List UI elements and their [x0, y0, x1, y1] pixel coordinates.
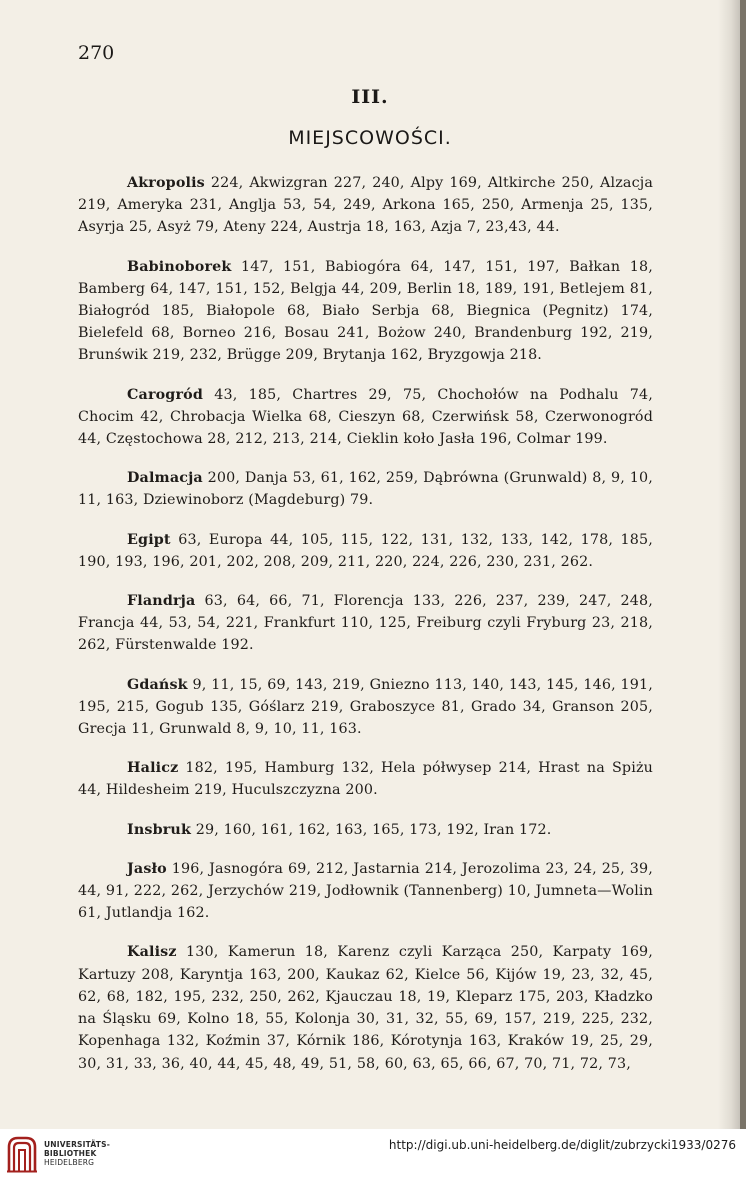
- library-name-line3: HEIDELBERG: [44, 1158, 95, 1167]
- index-entries: [78, 172, 653, 1092]
- section-title: MIEJSCOWOŚCI.: [288, 127, 452, 149]
- index-entry-e: [78, 529, 653, 573]
- index-entry-h: [78, 757, 653, 801]
- entry-text: 43, 185, Chartres 29, 75, Chochołów na Podhalu 74, Chocim 42, Chrobacja Wielka 68, Cieszyn 68, Czerwińsk 58, Czerwonogród 44, Częstochowa 28, 212, 213, 214, Cieklin koło Jasła 196, Colmar 199.: [78, 386, 653, 448]
- entry-text: 130, Kamerun 18, Karenz czyli Karząca 250, Karpaty 169, Kartuzy 208, Karyntja 163, 200, Kaukaz 62, Kielce 56, Kijów 19, 23, 32, 45, 62, 68, 182, 195, 232, 250, 262, Kjauczau 18, 19, Kleparz 175, 203, Kładzko na Śląsku 69, Kolno 18, 55, Kolonja 30, 31, 32, 55, 69, 157, 219, 225, 232, Kopenhaga 132, Koźmin 37, Kórnik 186, Kórotynja 163, Kraków 19, 25, 29, 30, 31, 33, 36, 40, 44, 45, 48, 49, 51, 58, 60, 63, 65, 66, 67, 70, 71, 72, 73,: [78, 944, 653, 1072]
- entry-text: 29, 160, 161, 162, 163, 165, 173, 192, Iran 172.: [191, 821, 552, 838]
- index-entry-j: [78, 858, 653, 925]
- page-binding-edge: [740, 0, 746, 1129]
- index-entry-g: [78, 674, 653, 741]
- entry-head: Babinoborek: [127, 258, 232, 275]
- entry-text: 224, Akwizgran 227, 240, Alpy 169, Altkirche 250, Alzacja 219, Ameryka 231, Anglja 53, 54, 249, Arkona 165, 250, Armenja 25, 135, Asyrja 25, Asyż 79, Ateny 224, Austrja 18, 163, Azja 7, 23,43, 44.: [78, 175, 653, 236]
- library-name-line1: UNIVERSITÄTS-: [44, 1140, 111, 1149]
- entry-text: 200, Danja 53, 61, 162, 259, Dąbrówna (Grunwald) 8, 9, 10, 11, 163, Dziewinoborz (Magdeburg) 79.: [78, 470, 653, 509]
- entry-head: Dalmacja: [127, 470, 203, 487]
- index-entry-i: [78, 819, 653, 841]
- index-entry-b: [78, 256, 653, 367]
- entry-head: Kalisz: [127, 944, 177, 961]
- index-entry-a: [78, 172, 653, 239]
- entry-text: 63, Europa 44, 105, 115, 122, 131, 132, 133, 142, 178, 185, 190, 193, 196, 201, 202, 208, 209, 211, 220, 224, 226, 230, 231, 262.: [78, 531, 653, 570]
- page-edge-shadow: [718, 0, 740, 1129]
- index-entry-c: [78, 384, 653, 451]
- page-number: 270: [78, 42, 115, 64]
- library-name: [44, 1140, 110, 1167]
- source-url-link[interactable]: http://digi.ub.uni-heidelberg.de/diglit/zubrzycki1933/0276: [388, 1138, 736, 1152]
- library-name-line2: BIBLIOTHEK: [44, 1149, 97, 1158]
- entry-head: Flandrja: [127, 593, 196, 610]
- entry-text: 63, 64, 66, 71, Florencja 133, 226, 237, 239, 247, 248, Francja 44, 53, 54, 221, Frankfurt 110, 125, Freiburg czyli Fryburg 23, 218, 262, Fürstenwalde 192.: [78, 593, 653, 654]
- entry-head: Akropolis: [127, 175, 205, 191]
- entry-text: 182, 195, Hamburg 132, Hela półwysep 214, Hrast na Spiżu 44, Hildesheim 219, Huculszczyzna 200.: [78, 760, 653, 799]
- section-number: III.: [351, 86, 389, 108]
- entry-head: Halicz: [127, 760, 179, 777]
- entry-text: 196, Jasnogóra 69, 212, Jastarnia 214, Jerozolima 23, 24, 25, 39, 44, 91, 222, 262, Jerzychów 219, Jodłownik (Tannenberg) 10, Jumneta—Wolin 61, Jutlandja 162.: [78, 860, 653, 922]
- entry-head: Insbruk: [127, 821, 192, 838]
- index-entry-d: [78, 467, 653, 511]
- index-entry-k: [78, 941, 653, 1074]
- entry-head: Egipt: [127, 531, 171, 548]
- index-entry-f: [78, 590, 653, 657]
- entry-head: Jasło: [127, 860, 167, 877]
- library-logo-icon: [6, 1135, 38, 1173]
- entry-head: Carogród: [127, 386, 203, 403]
- entry-text: 147, 151, Babiogóra 64, 147, 151, 197, Bałkan 18, Bamberg 64, 147, 151, 152, Belgja 44, 209, Berlin 18, 189, 191, Betlejem 81, Białogród 185, Białopole 68, Biało Serbja 68, Biegnica (Pegnitz) 174, Bielefeld 68, Borneo 216, Bosau 241, Bożow 240, Brandenburg 192, 219, Brunświk 219, 232, Brügge 209, Brytanja 162, Bryzgowja 218.: [78, 258, 653, 364]
- entry-text: 9, 11, 15, 69, 143, 219, Gniezno 113, 140, 143, 145, 146, 191, 195, 215, Gogub 135, Góślarz 219, Graboszyce 81, Grado 34, Granson 205, Grecja 11, Grunwald 8, 9, 10, 11, 163.: [78, 676, 653, 738]
- entry-head: Gdańsk: [127, 676, 188, 693]
